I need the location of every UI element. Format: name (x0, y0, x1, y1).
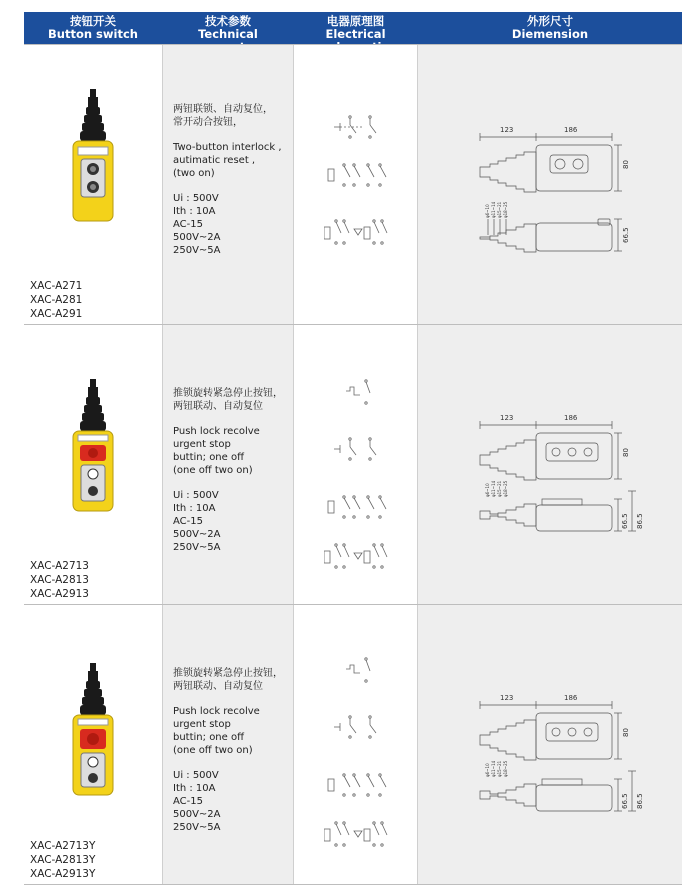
dimension-depth2-label: 86.5 (636, 513, 644, 529)
dimension-width-label: 186 (564, 126, 578, 134)
model-list (30, 839, 95, 881)
header-en-label: Button switch (48, 27, 138, 41)
product-table (24, 12, 682, 884)
table-header (24, 12, 682, 44)
param-line: (two on) (173, 168, 215, 179)
cable-diameter-label: φ15~21 (497, 201, 502, 218)
schematic-cell (294, 605, 418, 885)
param-line: buttin; one off (173, 452, 244, 463)
model-number: XAC-A291 (30, 308, 83, 320)
cable-diameter-label: φ18~25 (503, 760, 508, 777)
product-image-cell (24, 325, 163, 605)
dimension-height-label: 80 (622, 448, 630, 457)
table-bottom-border (24, 884, 682, 885)
header-dimension (418, 12, 682, 44)
dimension-length-label: 123 (500, 126, 514, 134)
model-list (30, 279, 82, 321)
model-number: XAC-A2813 (30, 574, 89, 586)
pendant-switch-image (68, 377, 118, 517)
header-en-label: Technical (198, 27, 258, 41)
param-line: urgent stop (173, 719, 231, 730)
dimension-drawing (478, 411, 668, 541)
param-line: Ui : 500V (173, 770, 219, 781)
header-zh-label: 技术参数 (205, 14, 251, 28)
param-line: AC-15 (173, 796, 203, 807)
cable-diameter-label: φ15~21 (497, 480, 502, 497)
dimension-depth-label: 66.5 (621, 793, 629, 809)
header-technical-parameters (163, 12, 293, 44)
param-line: AC-15 (173, 219, 203, 230)
model-number: XAC-A2913Y (30, 868, 96, 880)
dimension-width-label: 186 (564, 414, 578, 422)
table-row (24, 324, 682, 605)
param-line: (one off two on) (173, 465, 253, 476)
param-line: 两钮联动、自动复位 (173, 681, 263, 692)
model-number: XAC-A2913 (30, 588, 89, 600)
param-line: 250V~5A (173, 245, 221, 256)
parameters-cell (163, 45, 294, 325)
product-image-cell (24, 605, 163, 885)
model-number: XAC-A2713Y (30, 840, 96, 852)
param-line: Two-button interlock , (173, 142, 282, 153)
cable-diameter-label: φ6~10 (485, 763, 490, 777)
parameters-text (173, 103, 282, 257)
schematic-cell (294, 45, 418, 325)
param-line: Ith : 10A (173, 206, 216, 217)
model-number: XAC-A2813Y (30, 854, 96, 866)
cable-diameter-label: φ11~14 (491, 201, 496, 218)
cable-diameter-label: φ11~14 (491, 760, 496, 777)
dimension-height-label: 80 (622, 728, 630, 737)
table-row (24, 44, 682, 325)
param-line: 250V~5A (173, 822, 221, 833)
dimension-depth-label: 66.5 (621, 513, 629, 529)
parameters-text (173, 667, 283, 834)
dimension-length-label: 123 (500, 694, 514, 702)
model-number: XAC-A271 (30, 280, 83, 292)
param-line: 推锁旋转紧急停止按钮， (173, 668, 283, 679)
header-button-switch (24, 12, 162, 44)
param-line: 常开动合按钮， (173, 117, 243, 128)
param-line: 500V~2A (173, 232, 221, 243)
param-line: AC-15 (173, 516, 203, 527)
model-number: XAC-A281 (30, 294, 83, 306)
param-line: 500V~2A (173, 809, 221, 820)
param-line: Ui : 500V (173, 490, 219, 501)
param-line: Push lock recolve (173, 706, 260, 717)
param-line: urgent stop (173, 439, 231, 450)
dimension-length-label: 123 (500, 414, 514, 422)
dimension-cell (418, 45, 682, 325)
electrical-schematic-diagram (324, 375, 394, 575)
electrical-schematic-diagram (324, 653, 394, 853)
header-zh-label: 电器原理图 (326, 14, 385, 28)
dimension-cell (418, 325, 682, 605)
pendant-switch-image (68, 87, 118, 227)
dimension-drawing (478, 691, 668, 821)
cable-diameter-label: φ18~25 (503, 201, 508, 218)
param-line: Ui : 500V (173, 193, 219, 204)
cable-diameter-label: φ11~14 (491, 480, 496, 497)
header-electrical-schematic (294, 12, 417, 44)
dimension-drawing (478, 123, 668, 263)
header-zh-label: 外形尺寸 (527, 14, 573, 28)
parameters-cell (163, 325, 294, 605)
cable-diameter-label: φ18~25 (503, 480, 508, 497)
dimension-depth-label: 66.5 (622, 227, 630, 243)
dimension-depth2-label: 86.5 (636, 793, 644, 809)
param-line: 两钮联锁、自动复位， (173, 104, 273, 115)
dimension-height-label: 80 (622, 160, 630, 169)
model-number: XAC-A2713 (30, 560, 89, 572)
schematic-cell (294, 325, 418, 605)
model-list (30, 559, 89, 601)
cable-diameter-label: φ6~10 (485, 483, 490, 497)
param-line: 250V~5A (173, 542, 221, 553)
param-line: Ith : 10A (173, 783, 216, 794)
header-zh-label: 按钮开关 (70, 14, 116, 28)
param-line: 500V~2A (173, 529, 221, 540)
table-row (24, 604, 682, 885)
header-en-label: Electrical (325, 27, 386, 41)
param-line: Ith : 10A (173, 503, 216, 514)
param-line: 两钮联动、自动复位 (173, 401, 263, 412)
param-line: (one off two on) (173, 745, 253, 756)
parameters-text (173, 387, 283, 554)
param-line: autimatic reset , (173, 155, 256, 166)
parameters-cell (163, 605, 294, 885)
header-en-label: Diemension (511, 27, 589, 41)
cable-diameter-label: φ15~21 (497, 760, 502, 777)
param-line: buttin; one off (173, 732, 244, 743)
dimension-width-label: 186 (564, 694, 578, 702)
product-image-cell (24, 45, 163, 325)
param-line: Push lock recolve (173, 426, 260, 437)
pendant-switch-image (68, 661, 118, 801)
dimension-cell (418, 605, 682, 885)
param-line: 推锁旋转紧急停止按钮， (173, 388, 283, 399)
cable-diameter-label: φ6~10 (485, 204, 490, 218)
electrical-schematic-diagram (324, 109, 394, 279)
